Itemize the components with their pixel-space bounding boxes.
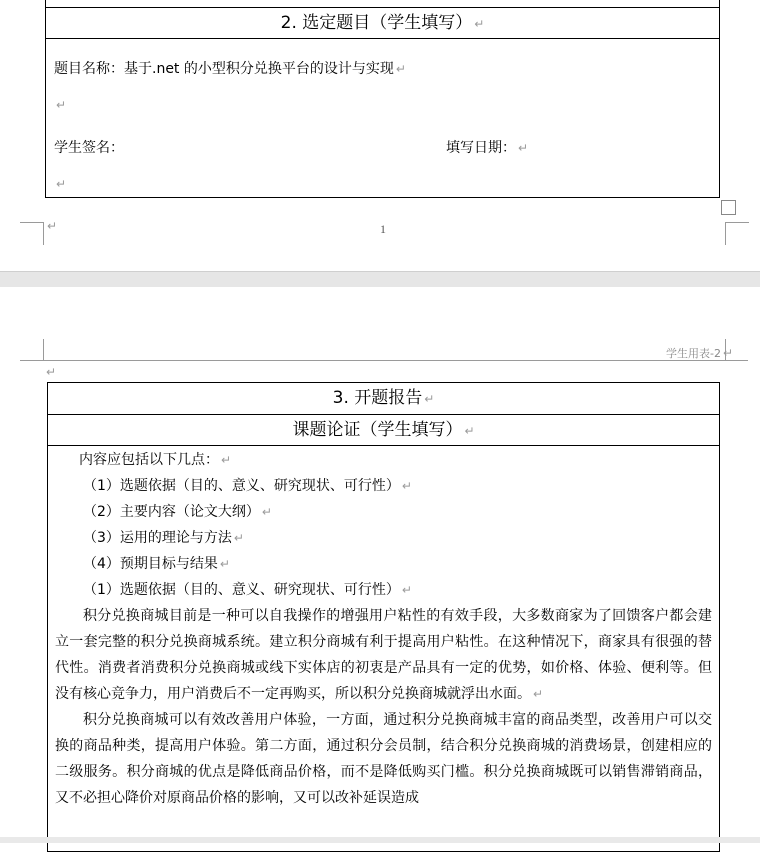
proposal-table <box>47 382 720 852</box>
intro-text: 内容应包括以下几点： <box>79 452 219 468</box>
student-sign-text: 学生签名： <box>54 140 124 156</box>
body-paragraph-text: 积分兑换商城目前是一种可以自我操作的增强用户粘性的有效手段，大多数商家为了回馈客户都会建立一套完整的积分兑换商城系统。建立积分商城有利于提高用户粘性。在这种情况下，商家具有很强的替代性。消费者消费积分兑换商城或线下实体店的初衷是产品具有一定的优势，如价格、体验、便利等。但没有核心竞争力，用户消费后不一定再购买，所以积分兑换商城就浮出水面。 <box>55 608 712 702</box>
page-number: 1 <box>380 222 386 236</box>
paragraph-mark: ↵ <box>474 17 485 31</box>
crop-mark-left-top <box>43 339 66 361</box>
paragraph-mark: ↵ <box>533 687 544 701</box>
paragraph-mark: ↵ <box>261 505 272 519</box>
section-title-proposal <box>48 383 719 415</box>
list-item-text: （1）选题依据（目的、意义、研究现状、可行性） <box>83 582 400 598</box>
list-item <box>55 551 712 577</box>
topic-name-line[interactable] <box>54 58 406 78</box>
list-item-text: （4）预期目标与结果 <box>83 556 218 572</box>
list-item <box>55 499 712 525</box>
document-page-2 <box>0 287 760 843</box>
section-title-topic <box>46 8 719 39</box>
paragraph-mark: ↵ <box>46 365 57 379</box>
crop-mark-right <box>725 222 749 245</box>
topic-table <box>45 0 720 198</box>
table-resize-handle[interactable] <box>721 200 736 215</box>
proposal-body[interactable] <box>55 447 712 811</box>
paragraph-mark: ↵ <box>219 557 230 571</box>
sub-title-row <box>48 415 719 446</box>
empty-line[interactable] <box>54 97 66 113</box>
list-item <box>55 525 712 551</box>
list-item-text: （2）主要内容（论文大纲） <box>83 504 260 520</box>
paragraph-mark: ↵ <box>221 453 232 467</box>
paragraph-mark: ↵ <box>722 346 734 360</box>
body-paragraph <box>55 707 712 811</box>
list-item <box>55 577 712 603</box>
page-header-text: 学生用表-2 <box>666 347 721 360</box>
fill-date-text: 填写日期： <box>446 140 516 156</box>
document-page-1 <box>0 0 760 271</box>
list-item-text: （1）选题依据（目的、意义、研究现状、可行性） <box>83 478 400 494</box>
fill-date-label[interactable] <box>446 137 528 157</box>
list-item-text: （3）运用的理论与方法 <box>83 530 232 546</box>
paragraph-mark: ↵ <box>395 62 406 76</box>
crop-mark-right-top <box>722 339 748 361</box>
empty-line[interactable] <box>54 176 66 192</box>
paragraph-mark: ↵ <box>56 98 67 112</box>
body-paragraph-text: 积分兑换商城可以有效改善用户体验，一方面，通过积分兑换商城丰富的商品类型，改善用户可以交换的商品种类，提高用户体验。第二方面，通过积分会员制，结合积分兑换商城的消费场景，创建相应的二级服务。积分商城的优点是降低商品价格，而不是降低购买门槛。积分兑换商城既可以销售滞销商品，又不必担心降价对原商品价格的影响，又可以改补延误造成 <box>55 712 712 806</box>
list-item <box>55 473 712 499</box>
intro-line <box>55 447 712 473</box>
topic-name-text: 题目名称：基于.net 的小型积分兑换平台的设计与实现 <box>54 61 394 77</box>
paragraph-mark: ↵ <box>233 531 244 545</box>
paragraph-mark: ↵ <box>464 424 475 438</box>
paragraph-mark: ↵ <box>47 219 58 233</box>
section-title-text: 2. 选定题目（学生填写） <box>280 13 473 33</box>
section-title-text: 3. 开题报告 <box>332 388 423 408</box>
paragraph-mark: ↵ <box>518 141 529 155</box>
paragraph-mark: ↵ <box>56 177 67 191</box>
paragraph-mark: ↵ <box>424 392 435 406</box>
horizontal-scrollbar[interactable] <box>0 837 760 843</box>
sub-title-text: 课题论证（学生填写） <box>292 420 463 440</box>
crop-mark-left <box>20 222 44 245</box>
paragraph-mark: ↵ <box>401 479 412 493</box>
body-paragraph <box>55 603 712 707</box>
student-sign-label[interactable] <box>54 137 124 157</box>
header-rule <box>20 360 748 361</box>
paragraph-mark: ↵ <box>401 583 412 597</box>
page-header[interactable] <box>666 345 733 361</box>
page-gap <box>0 271 760 288</box>
